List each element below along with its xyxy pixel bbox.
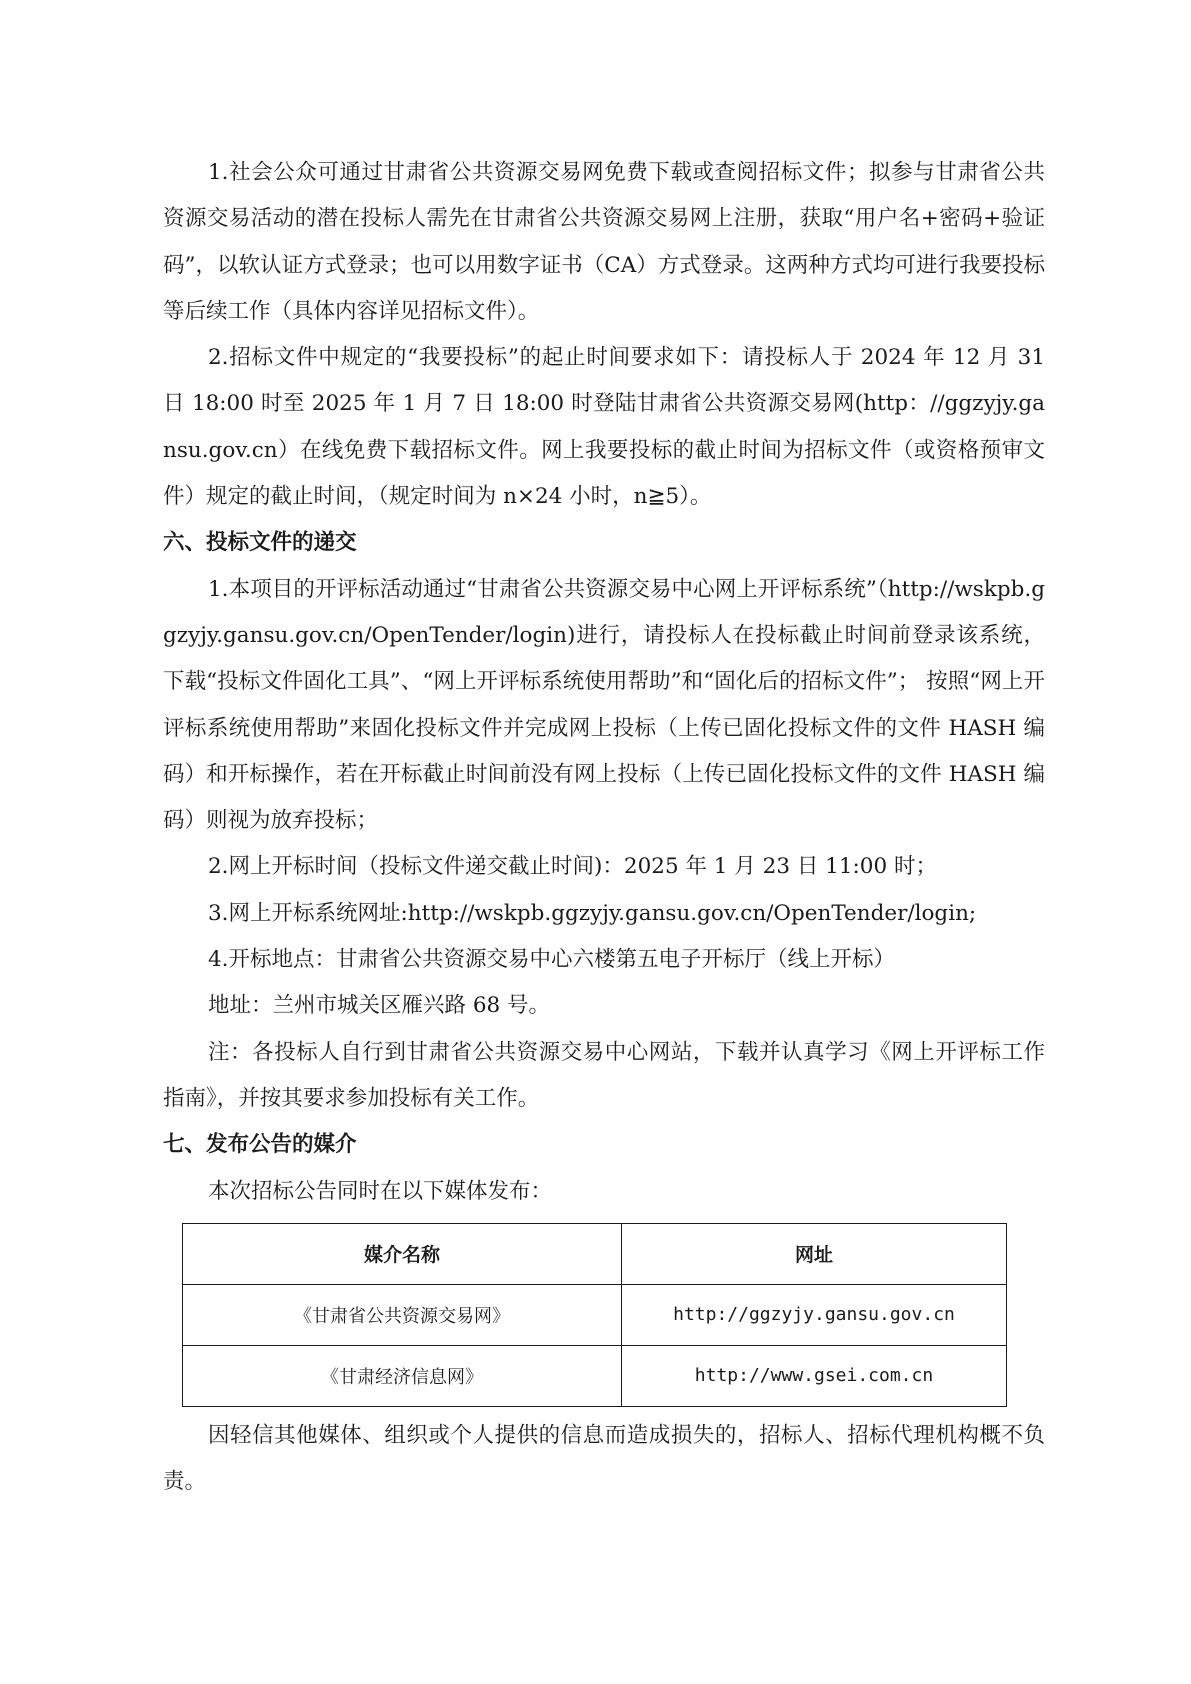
media-url-cell: http://ggzyjy.gansu.gov.cn — [622, 1284, 1007, 1345]
table-row — [183, 1345, 1007, 1406]
paragraph: 2.招标文件中规定的“我要投标”的起止时间要求如下：请投标人于 2024 年 12 月 31 日 18:00 时至 2025 年 1 月 7 日 18:00 时登陆甘肃省公共资源交易网(http：//ggzyjy.gansu.gov.cn）在线免费下载招标文件。网上我要投标的截止时间为招标文件（或资格预审文件）规定的截止时间，（规定时间为 n×24 小时，n≧5）。 — [163, 345, 1045, 510]
media-name-cell: 《甘肃省公共资源交易网》 — [183, 1284, 622, 1345]
paragraph: 本次招标公告同时在以下媒体发布： — [208, 1178, 553, 1204]
section-heading: 七、发布公告的媒介 — [163, 1132, 357, 1158]
paragraph: 4.开标地点：甘肃省公共资源交易中心六楼第五电子开标厅（线上开标） — [208, 947, 896, 973]
table-header-row — [183, 1223, 1007, 1284]
paragraph: 1.社会公众可通过甘肃省公共资源交易网免费下载或查阅招标文件；拟参与甘肃省公共资源交易活动的潜在投标人需先在甘肃省公共资源交易网上注册，获取“用户名+密码+验证码”，以软认证方式登录；也可以用数字证书（CA）方式登录。这两种方式均可进行我要投标等后续工作（具体内容详见招标文件）。 — [163, 160, 1045, 324]
paragraph: 3.网上开标系统网址:http://wskpb.ggzyjy.gansu.gov.cn/OpenTender/login; — [208, 900, 977, 926]
document-body — [163, 150, 1045, 1505]
address-line: 地址：兰州市城关区雁兴路 68 号。 — [208, 993, 551, 1019]
table-header-cell: 网址 — [622, 1223, 1007, 1284]
media-table — [182, 1223, 1007, 1407]
disclaimer-paragraph: 因轻信其他媒体、组织或个人提供的信息而造成损失的，招标人、招标代理机构概不负责。 — [163, 1422, 1045, 1495]
section-heading: 六、投标文件的递交 — [163, 530, 357, 556]
paragraph: 2.网上开标时间（投标文件递交截止时间)：2025 年 1 月 23 日 11:00 时； — [208, 854, 937, 880]
media-name-cell: 《甘肃经济信息网》 — [183, 1345, 622, 1406]
note-paragraph: 注：各投标人自行到甘肃省公共资源交易中心网站，下载并认真学习《网上开评标工作指南》，并按其要求参加投标有关工作。 — [163, 1039, 1045, 1111]
media-url-cell: http://www.gsei.com.cn — [622, 1345, 1007, 1406]
table-row — [183, 1284, 1007, 1345]
table-header-cell: 媒介名称 — [183, 1223, 622, 1284]
paragraph: 1.本项目的开评标活动通过“甘肃省公共资源交易中心网上开评标系统”（http://wskpb.ggzyjy.gansu.gov.cn/OpenTender/login)进行，请投标人在投标截止时间前登录该系统，下载“投标文件固化工具”、“网上开评标系统使用帮助”和“固化后的招标文件”； 按照“网上开评标系统使用帮助”来固化投标文件并完成网上投标（上传已固化投标文件的文件 HASH 编码）和开标操作，若在开标截止时间前没有网上投标（上传已固化投标文件的文件 HASH 编码）则视为放弃投标； — [163, 576, 1045, 834]
